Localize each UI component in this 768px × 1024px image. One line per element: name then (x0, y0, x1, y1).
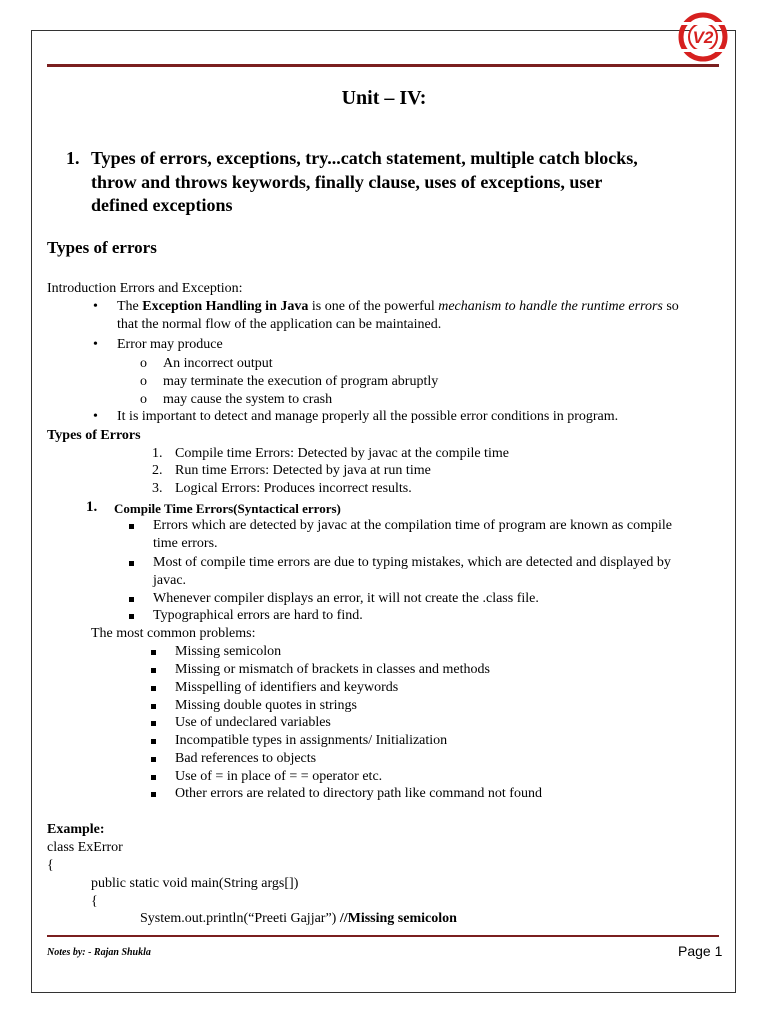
square-bullet-icon (151, 661, 156, 678)
square-bullet-icon (129, 517, 134, 534)
exception-handling-line-2: that the normal flow of the application can be maintained. (117, 317, 442, 332)
footer-rule (47, 935, 719, 937)
problem-item: Use of undeclared variables (175, 715, 331, 730)
compile-time-number: 1. (86, 499, 98, 515)
square-bullet-icon (151, 643, 156, 660)
exception-handling-line: The Exception Handling in Java is one of the powerful mechanism to handle the runtime errors so (117, 299, 679, 314)
circle-bullet-icon: o (140, 392, 147, 407)
header-rule (47, 64, 719, 67)
compile-bullet-cont: javac. (153, 573, 187, 588)
error-may-produce: Error may produce (117, 337, 223, 352)
list-item: Compile time Errors: Detected by javac at the compile time (175, 446, 509, 461)
problem-item: Incompatible types in assignments/ Initialization (175, 733, 448, 748)
section-heading-line-2: throw and throws keywords, finally clause, uses of exceptions, user (91, 172, 603, 192)
section-number: 1. (66, 148, 80, 168)
compile-bullet: Typographical errors are hard to find. (153, 608, 363, 623)
code-line: System.out.println(“Preeti Gajjar”) //Missing semicolon (140, 911, 457, 926)
list-number: 2. (152, 463, 163, 478)
square-bullet-icon (129, 554, 134, 571)
code-line: class ExError (47, 840, 123, 855)
sub-item: may cause the system to crash (163, 392, 333, 407)
bullet-dot-icon: • (93, 337, 98, 352)
detect-manage-line: It is important to detect and manage properly all the possible error conditions in program. (117, 409, 619, 424)
section-heading-line-3: defined exceptions (91, 195, 233, 215)
problem-item: Use of = in place of = = operator etc. (175, 769, 383, 784)
compile-bullet: Errors which are detected by javac at the compilation time of program are known as compile (153, 518, 672, 533)
compile-time-heading: Compile Time Errors(Syntactical errors) (114, 501, 341, 516)
square-bullet-icon (129, 607, 134, 624)
square-bullet-icon (151, 768, 156, 785)
square-bullet-icon (151, 750, 156, 767)
code-line: public static void main(String args[]) (91, 876, 299, 891)
bullet-dot-icon: • (93, 299, 98, 314)
page-number: Page 1 (678, 943, 723, 959)
types-of-errors-subheading: Types of Errors (47, 428, 141, 443)
circle-bullet-icon: o (140, 356, 147, 371)
problem-item: Missing double quotes in strings (175, 698, 358, 713)
square-bullet-icon (151, 679, 156, 696)
v2-logo-icon (672, 12, 734, 62)
section-heading-line-1: Types of errors, exceptions, try...catch statement, multiple catch blocks, (91, 148, 638, 168)
footer-author: Notes by: - Rajan Shukla (47, 947, 151, 958)
square-bullet-icon (151, 714, 156, 731)
page-title: Unit – IV: (341, 87, 427, 109)
compile-bullet-cont: time errors. (153, 536, 218, 551)
sub-item: An incorrect output (163, 356, 273, 371)
list-item: Logical Errors: Produces incorrect results. (175, 481, 412, 496)
square-bullet-icon (151, 785, 156, 802)
problem-item: Bad references to objects (175, 751, 317, 766)
intro-label: Introduction Errors and Exception: (47, 281, 243, 296)
example-label: Example: (47, 822, 105, 837)
logo-text: V2 (692, 28, 714, 47)
common-problems-label: The most common problems: (91, 626, 256, 641)
square-bullet-icon (151, 697, 156, 714)
circle-bullet-icon: o (140, 374, 147, 389)
square-bullet-icon (129, 590, 134, 607)
list-number: 3. (152, 481, 163, 496)
problem-item: Missing semicolon (175, 644, 282, 659)
problem-item: Missing or mismatch of brackets in classes and methods (175, 662, 490, 677)
code-line: { (91, 894, 98, 909)
sub-item: may terminate the execution of program abruptly (163, 374, 439, 389)
problem-item: Misspelling of identifiers and keywords (175, 680, 399, 695)
types-of-errors-heading: Types of errors (47, 238, 157, 257)
list-number: 1. (152, 446, 163, 461)
list-item: Run time Errors: Detected by java at run time (175, 463, 431, 478)
square-bullet-icon (151, 732, 156, 749)
compile-bullet: Whenever compiler displays an error, it will not create the .class file. (153, 591, 539, 606)
compile-bullet: Most of compile time errors are due to typing mistakes, which are detected and displayed by (153, 555, 671, 570)
bullet-dot-icon: • (93, 409, 98, 424)
problem-item: Other errors are related to directory path like command not found (175, 786, 542, 801)
code-line: { (47, 858, 54, 873)
